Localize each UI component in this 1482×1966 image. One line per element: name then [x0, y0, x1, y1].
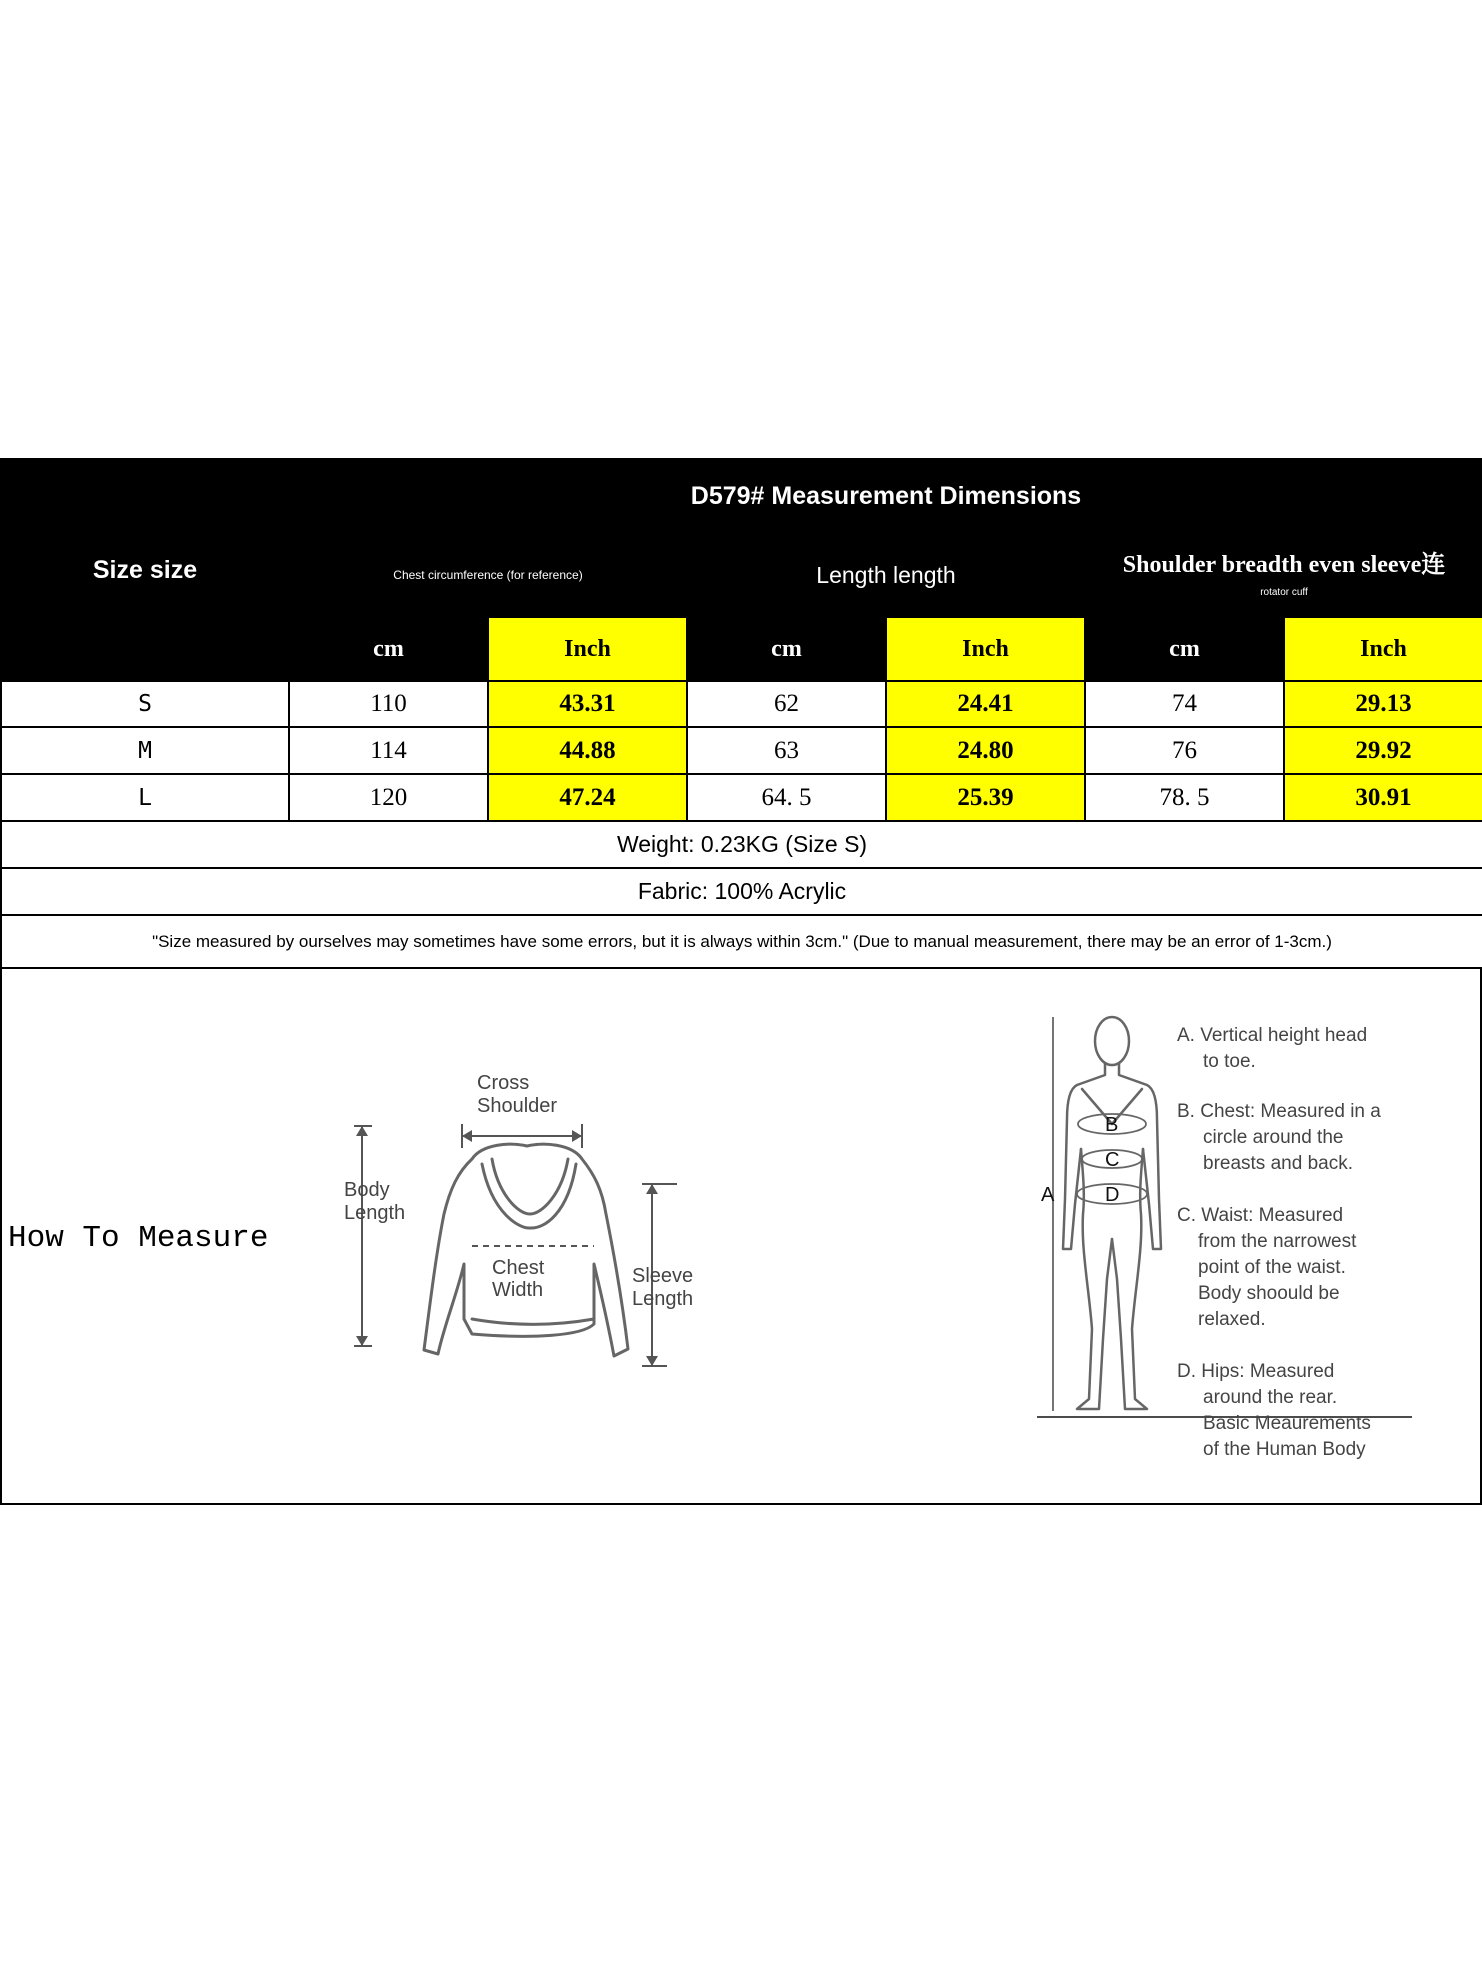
cross-shoulder-label: Cross: [477, 1072, 530, 1094]
body-diagram: [1037, 999, 1417, 1469]
sleeve-length-label: Length: [632, 1288, 694, 1310]
chest-inch-cell: 47.24: [488, 774, 687, 821]
body-length-label: Body: [344, 1179, 390, 1201]
length-cm-cell: 64. 5: [687, 774, 886, 821]
body-length-label: Length: [344, 1202, 406, 1224]
unit-inch-header: Inch: [886, 617, 1085, 681]
measure-note: B. Chest: Measured in a: [1177, 1101, 1381, 1122]
hips-marker-d: D: [1105, 1184, 1120, 1206]
shoulder-cm-cell: 74: [1085, 681, 1284, 727]
sleeve-length-label: Sleeve: [632, 1265, 694, 1287]
measure-note: Body shoould be: [1198, 1283, 1340, 1304]
shoulder-inch-cell: 29.13: [1284, 681, 1482, 727]
how-to-measure-label: How To Measure: [8, 1221, 269, 1256]
shoulder-group-title: Shoulder breadth even sleeve连: [1122, 552, 1446, 579]
chest-width-label: Chest: [492, 1257, 545, 1279]
length-inch-cell: 24.80: [886, 727, 1085, 774]
size-cell: L: [1, 774, 289, 821]
measure-note: to toe.: [1203, 1051, 1256, 1072]
unit-cm-header: cm: [687, 617, 886, 681]
cross-shoulder-label: Shoulder: [477, 1095, 558, 1117]
table-row: [1, 727, 1482, 774]
shoulder-inch-cell: 30.91: [1284, 774, 1482, 821]
size-cell: S: [1, 681, 289, 727]
table-row: [1, 774, 1482, 821]
length-inch-cell: 24.41: [886, 681, 1085, 727]
chest-width-label: Width: [492, 1279, 544, 1301]
measure-note: around the rear.: [1203, 1387, 1338, 1408]
measure-note: relaxed.: [1198, 1309, 1266, 1330]
table-row: [1, 681, 1482, 727]
chest-inch-cell: 43.31: [488, 681, 687, 727]
fabric-info: Fabric: 100% Acrylic: [1, 868, 1482, 915]
size-chart: [0, 458, 1482, 1507]
chest-group-header: Chest circumference (for reference): [289, 533, 687, 617]
chest-cm-cell: 114: [289, 727, 488, 774]
waist-marker-c: C: [1105, 1149, 1120, 1171]
measure-note: point of the waist.: [1198, 1257, 1346, 1278]
chest-marker-b: B: [1105, 1114, 1119, 1136]
measure-note: from the narrowest: [1198, 1231, 1357, 1252]
measure-note: circle around the: [1203, 1127, 1344, 1148]
measure-note: breasts and back.: [1203, 1153, 1353, 1174]
shoulder-cm-cell: 78. 5: [1085, 774, 1284, 821]
weight-info: Weight: 0.23KG (Size S): [1, 821, 1482, 868]
measure-note: of the Human Body: [1203, 1439, 1366, 1460]
unit-cm-header: cm: [1085, 617, 1284, 681]
unit-inch-header: Inch: [1284, 617, 1482, 681]
chart-title: D579# Measurement Dimensions: [289, 459, 1482, 533]
measure-note: C. Waist: Measured: [1177, 1205, 1344, 1226]
length-inch-cell: 25.39: [886, 774, 1085, 821]
length-cm-cell: 63: [687, 727, 886, 774]
chest-cm-cell: 110: [289, 681, 488, 727]
unit-cm-header: cm: [289, 617, 488, 681]
measurement-disclaimer: "Size measured by ourselves may sometimes have some errors, but it is always within 3cm." (Due to manual measurement, there may be an error of 1-3cm.): [1, 915, 1482, 968]
size-cell: M: [1, 727, 289, 774]
measure-note: D. Hips: Measured: [1177, 1361, 1335, 1382]
unit-inch-header: Inch: [488, 617, 687, 681]
measure-note: Basic Meaurements: [1203, 1413, 1371, 1434]
height-marker-a: A: [1041, 1184, 1055, 1206]
measurement-table: [0, 458, 1482, 969]
shoulder-group-header: [1085, 533, 1482, 617]
shoulder-cm-cell: 76: [1085, 727, 1284, 774]
how-to-measure-panel: [0, 969, 1482, 1505]
chest-cm-cell: 120: [289, 774, 488, 821]
shoulder-inch-cell: 29.92: [1284, 727, 1482, 774]
measure-note: A. Vertical height head: [1177, 1025, 1368, 1046]
length-group-header: Length length: [687, 533, 1085, 617]
shoulder-group-subtitle: rotator cuff: [1260, 586, 1308, 598]
sweater-diagram: [332, 1064, 712, 1394]
chest-inch-cell: 44.88: [488, 727, 687, 774]
length-cm-cell: 62: [687, 681, 886, 727]
size-column-header: Size size: [1, 459, 289, 681]
